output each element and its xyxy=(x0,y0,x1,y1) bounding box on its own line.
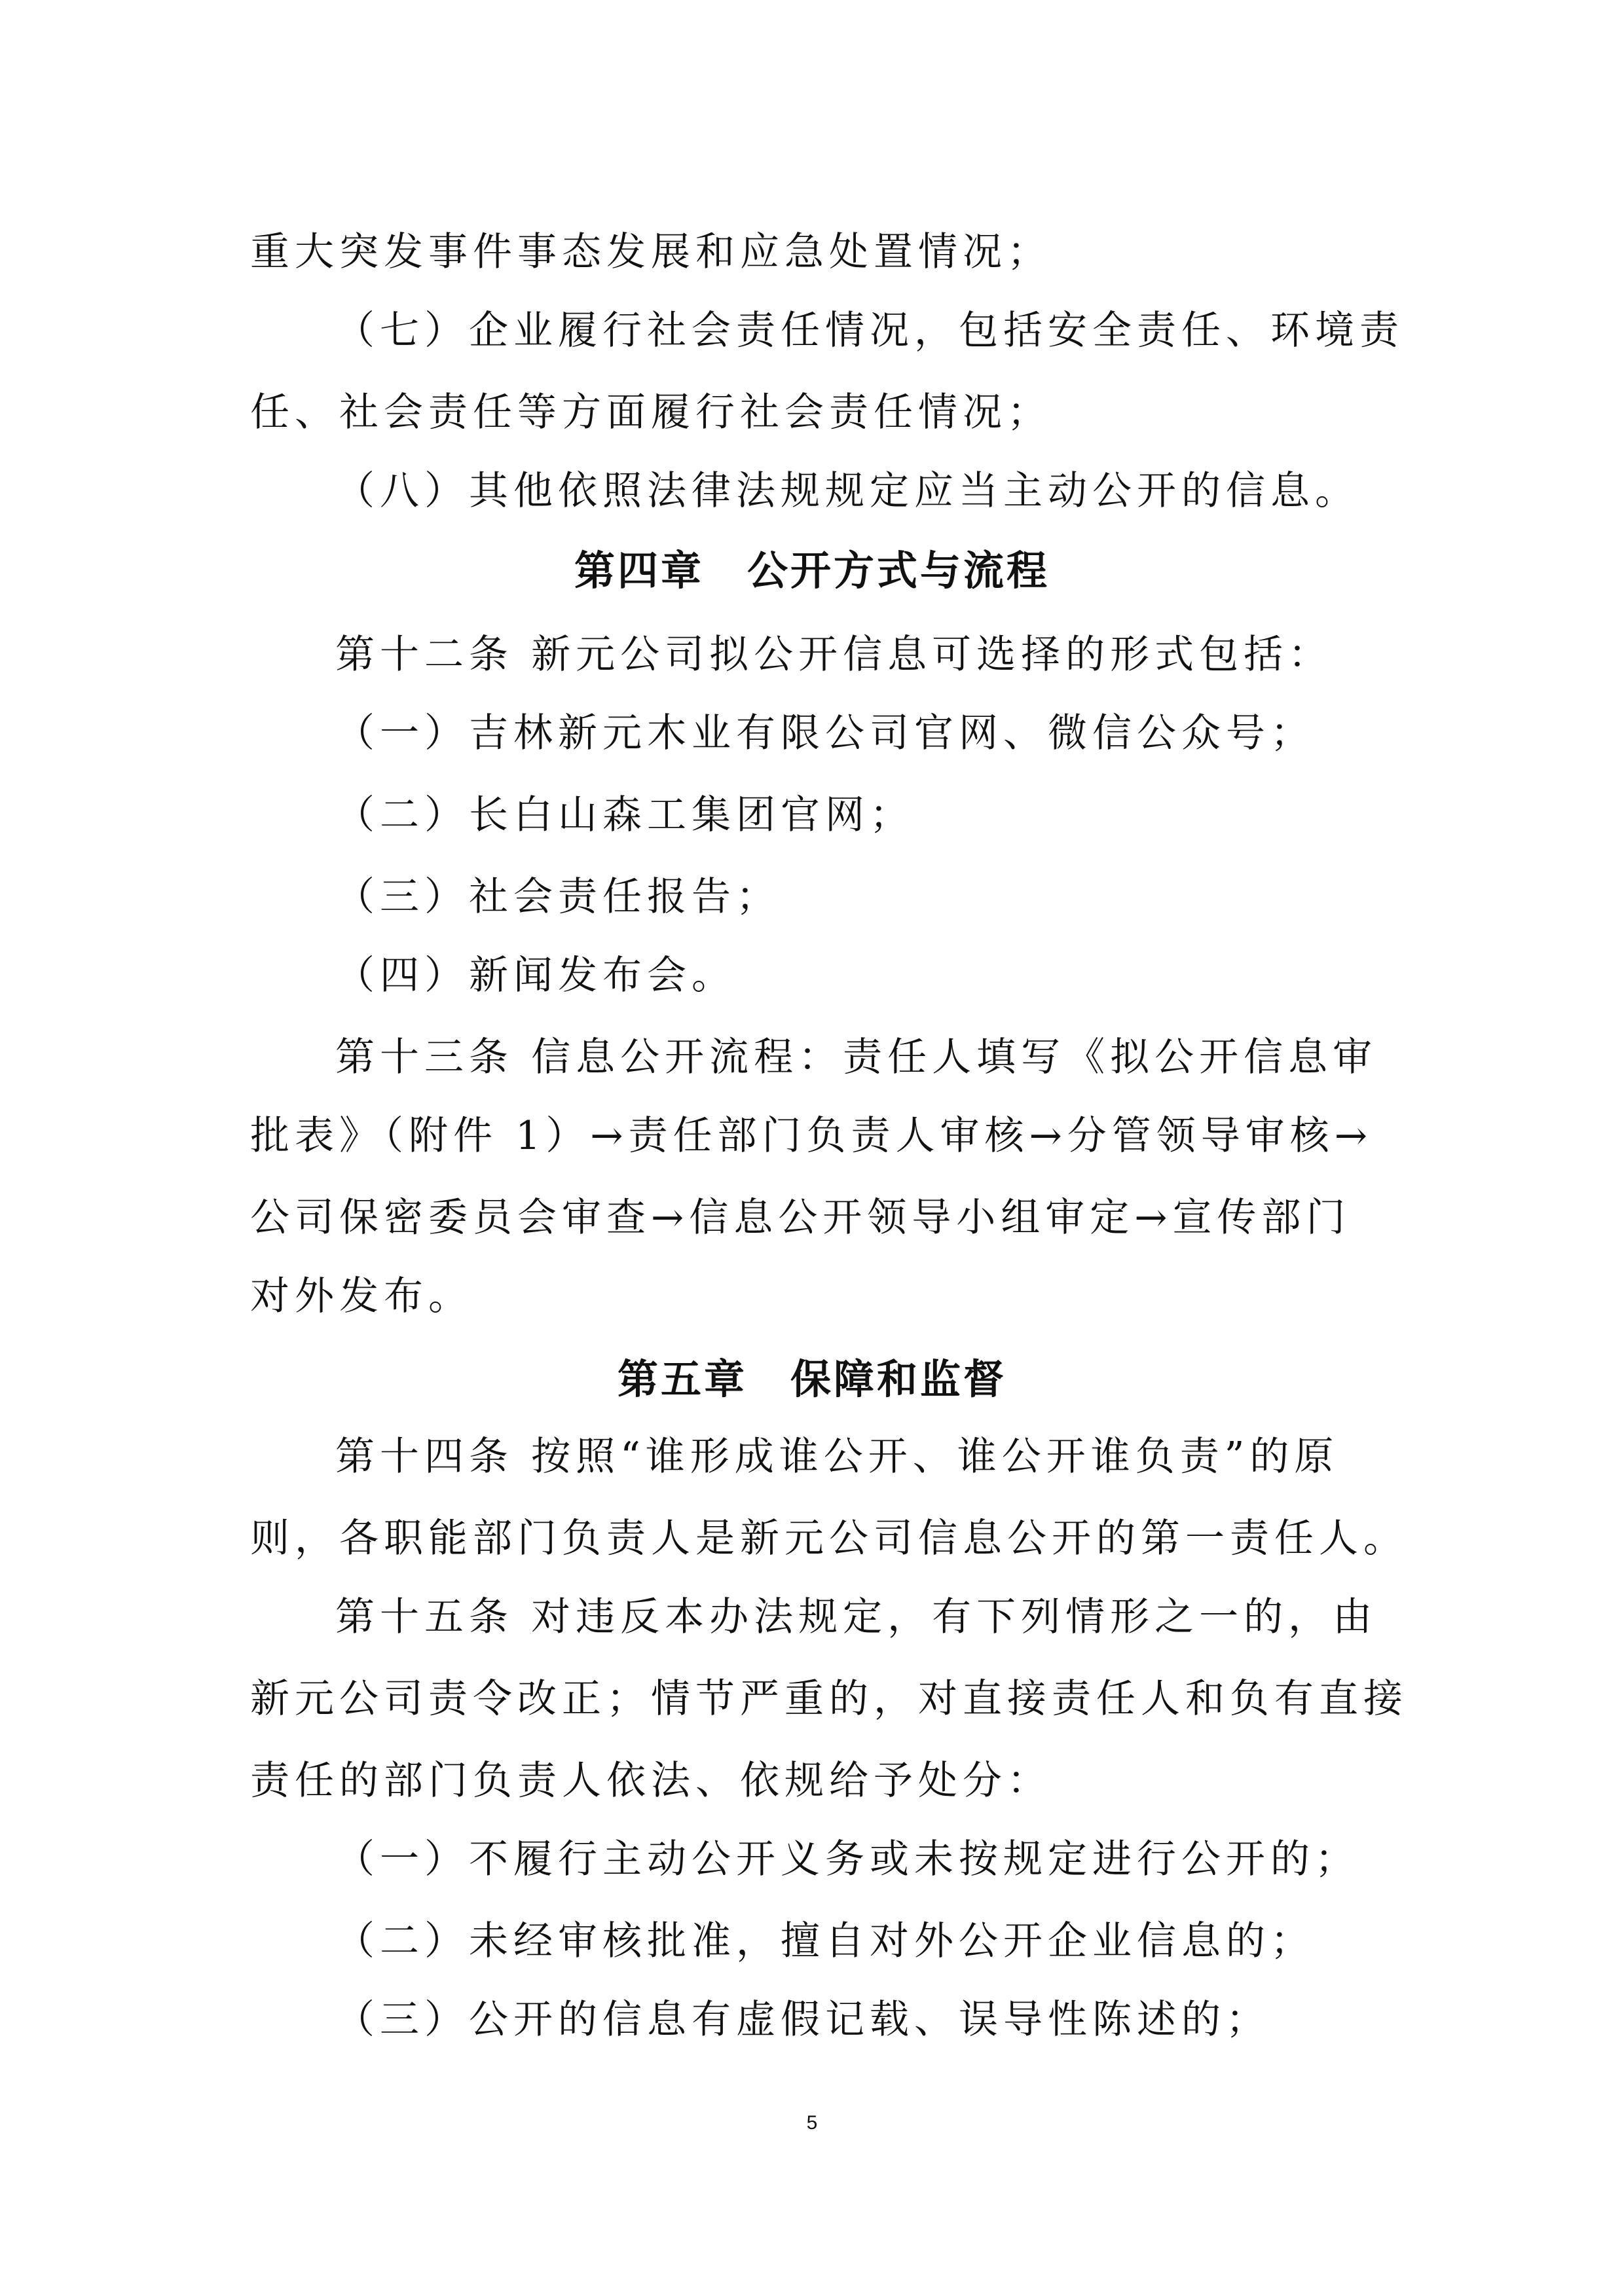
article-line: 第十五条 对违反本办法规定，有下列情形之一的，由 xyxy=(335,1594,1378,1640)
page-number: 5 xyxy=(806,2112,818,2134)
list-item: （三）社会责任报告； xyxy=(335,874,781,920)
chapter-heading: 第五章 保障和监督 xyxy=(617,1355,1006,1403)
paragraph-line: 则，各职能部门负责人是新元公司信息公开的第一责任人。 xyxy=(250,1516,1408,1561)
paragraph-line: 重大突发事件事态发展和应急处置情况； xyxy=(250,229,1052,275)
paragraph-line: 责任的部门负责人依法、依规给予处分： xyxy=(250,1758,1052,1804)
article-line: 第十三条 信息公开流程：责任人填写《拟公开信息审 xyxy=(335,1034,1378,1080)
article-line: 第十二条 新元公司拟公开信息可选择的形式包括： xyxy=(335,632,1333,678)
list-item: （二）未经审核批准，擅自对外公开企业信息的； xyxy=(335,1918,1315,1964)
list-item: （八）其他依照法律法规规定应当主动公开的信息。 xyxy=(335,468,1359,514)
article-line: 第十四条 按照“谁形成谁公开、谁公开谁负责”的原 xyxy=(335,1434,1339,1480)
list-item: （二）长白山森工集团官网； xyxy=(335,792,914,838)
paragraph-line: 任、社会责任等方面履行社会责任情况； xyxy=(250,390,1052,435)
list-item: （一）吉林新元木业有限公司官网、微信公众号； xyxy=(335,710,1315,756)
paragraph-line: 新元公司责令改正；情节严重的，对直接责任人和负有直接 xyxy=(250,1676,1408,1722)
list-item: （一）不履行主动公开义务或未按规定进行公开的； xyxy=(335,1836,1359,1882)
paragraph-line: 对外发布。 xyxy=(250,1273,473,1319)
list-item: （七）企业履行社会责任情况，包括安全责任、环境责 xyxy=(335,308,1404,354)
paragraph-line: 公司保密委员会审查→信息公开领导小组审定→宣传部门 xyxy=(250,1195,1351,1241)
list-item: （三）公开的信息有虚假记载、误导性陈述的； xyxy=(335,1997,1270,2043)
chapter-heading: 第四章 公开方式与流程 xyxy=(574,547,1050,594)
paragraph-line: 批表》（附件 1）→责任部门负责人审核→分管领导审核→ xyxy=(250,1113,1373,1159)
list-item: （四）新闻发布会。 xyxy=(335,953,736,998)
